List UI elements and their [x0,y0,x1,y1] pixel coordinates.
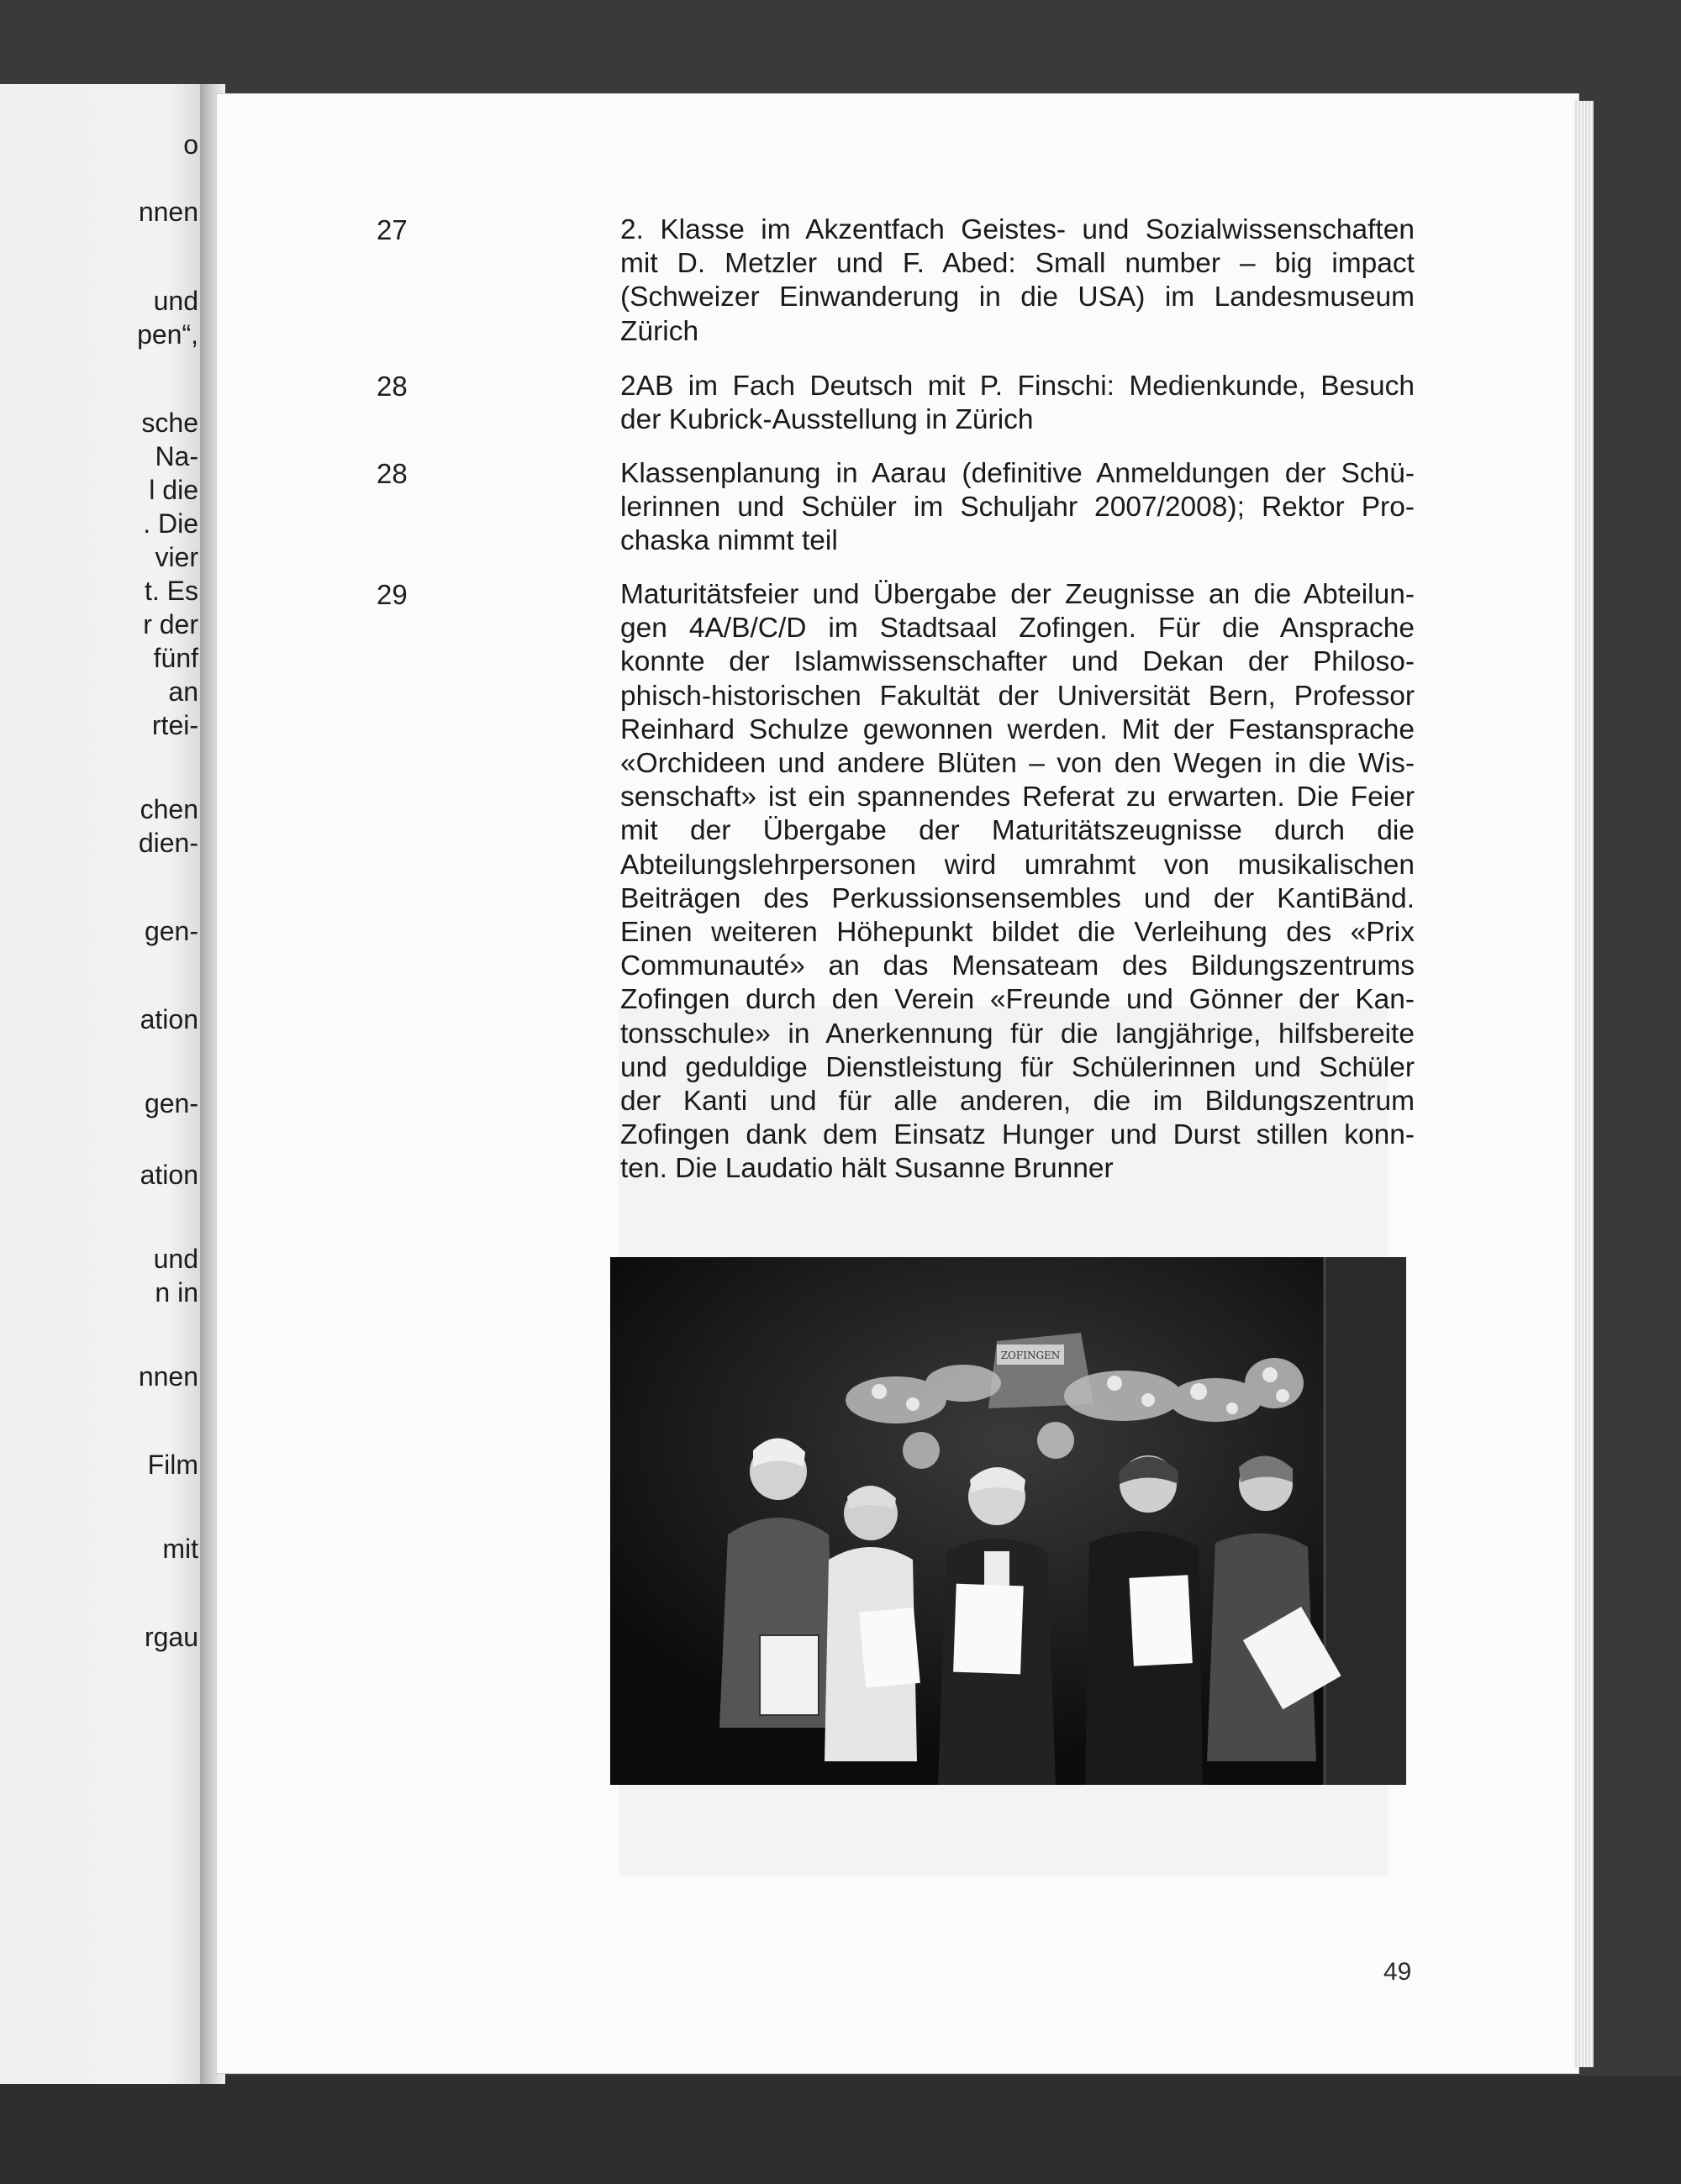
text-line: tonsschule» in Anerkennung für die langjährige, hilfsbereite [620,1018,1415,1050]
text-line: und geduldige Dienstleistung für Schülerinnen und Schüler [620,1051,1415,1083]
left-page-text-fragment: chen [140,794,198,824]
text-line: Maturitätsfeier und Übergabe der Zeugnisse an die Abteilun- [620,579,1415,610]
left-page-text-fragment: l die [149,475,198,505]
entry-text [620,457,1415,559]
text-line: chaska nimmt teil [620,525,838,557]
entry-day: 29 [377,579,408,610]
text-line: gen 4A/B/C/D im Stadtsaal Zofingen. Für die Ansprache [620,613,1415,645]
text-line: Einen weiteren Höhepunkt bildet die Verleihung des «Prix [620,917,1415,949]
text-line: (Schweizer Einwanderung in die USA) im Landesmuseum [620,282,1415,313]
left-page-text-fragment: nnen [138,1361,198,1392]
left-page [0,84,210,2084]
left-page-text-fragment: gen- [144,916,198,946]
left-page-text-fragment: an [168,676,198,707]
left-page-text-fragment: nnen [138,197,198,227]
text-line: Abteilungslehrpersonen wird umrahmt von musikalischen [620,849,1415,881]
text-line: Klassenplanung in Aarau (definitive Anmeldungen der Schü- [620,458,1415,489]
left-page-text-fragment: . Die [143,508,198,539]
text-line: senschaft» ist ein spannendes Referat zu erwarten. Die Feier [620,782,1415,813]
left-page-text-fragment: ation [140,1004,198,1034]
entry-day: 27 [377,214,408,245]
left-page-text-fragment: gen- [144,1088,198,1118]
text-line: Zürich [620,315,699,347]
text-line: phisch-historischen Fakultät der Universität Bern, Professor [620,680,1415,712]
text-line: ten. Die Laudatio hält Susanne Brunner [620,1153,1114,1185]
scan-background [0,2076,1681,2184]
left-page-text-fragment: rgau [144,1622,198,1652]
entry-text [620,578,1415,1187]
left-page-text-fragment: dien- [138,828,198,858]
left-page-text-fragment: vier [155,542,198,572]
text-line: 2. Klasse im Akzentfach Geistes- und Sozialwissenschaften [620,214,1415,245]
group-photo [610,1257,1406,1785]
left-page-text-fragment: und [153,286,198,316]
text-line: der Kubrick-Ausstellung in Zürich [620,404,1034,436]
left-page-text-fragment: o [183,129,198,160]
text-line: lerinnen und Schüler im Schuljahr 2007/2008); Rektor Pro- [620,492,1415,524]
text-line: «Orchideen und andere Blüten – von den Wegen in die Wis- [620,748,1415,780]
podium-sign: ZOFINGEN [1000,1350,1061,1361]
left-page-text-fragment: ation [140,1160,198,1190]
page-stack-edges [1573,101,1594,2067]
left-page-text-fragment: r der [143,609,198,639]
text-line: 2AB im Fach Deutsch mit P. Finschi: Medienkunde, Besuch [620,371,1415,402]
right-page [217,94,1578,2073]
left-page-text-fragment: Na- [155,441,198,471]
text-line: Reinhard Schulze gewonnen werden. Mit der Festansprache [620,713,1415,745]
text-line: mit der Übergabe der Maturitätszeugnisse durch die [620,815,1415,847]
entry-day: 28 [377,458,408,489]
text-line: der Kanti und für alle anderen, die im Bildungszentrum [620,1086,1415,1118]
left-page-text-fragment: n in [155,1277,198,1308]
text-line: mit D. Metzler und F. Abed: Small number – big impact [620,248,1415,280]
text-line: Zofingen dank dem Einsatz Hunger und Durst stillen konn- [620,1119,1415,1151]
text-line: Beiträgen des Perkussionsensembles und der KantiBänd. [620,882,1415,914]
left-page-text-fragment: mit [162,1534,198,1564]
group-photo-image [610,1257,1406,1785]
entry-day: 28 [377,371,408,402]
left-page-text-fragment: t. Es [144,576,198,606]
entry-text [620,370,1415,437]
left-page-text-fragment: Film [147,1450,198,1480]
entry-text [620,213,1415,349]
page-number: 49 [1383,1958,1412,1986]
left-page-text-fragment: pen“, [137,319,198,350]
text-line: Communauté» an das Mensateam des Bildungszentrums [620,950,1415,982]
text-line: konnte der Islamwissenschafter und Dekan der Philoso- [620,646,1415,678]
text-line: Zofingen durch den Verein «Freunde und Gönner der Kan- [620,984,1415,1016]
left-page-text-fragment: fünf [153,643,198,673]
left-page-text-fragment: rtei- [151,710,198,740]
left-page-text-fragment: sche [141,408,198,438]
left-page-text-fragment: und [153,1244,198,1274]
